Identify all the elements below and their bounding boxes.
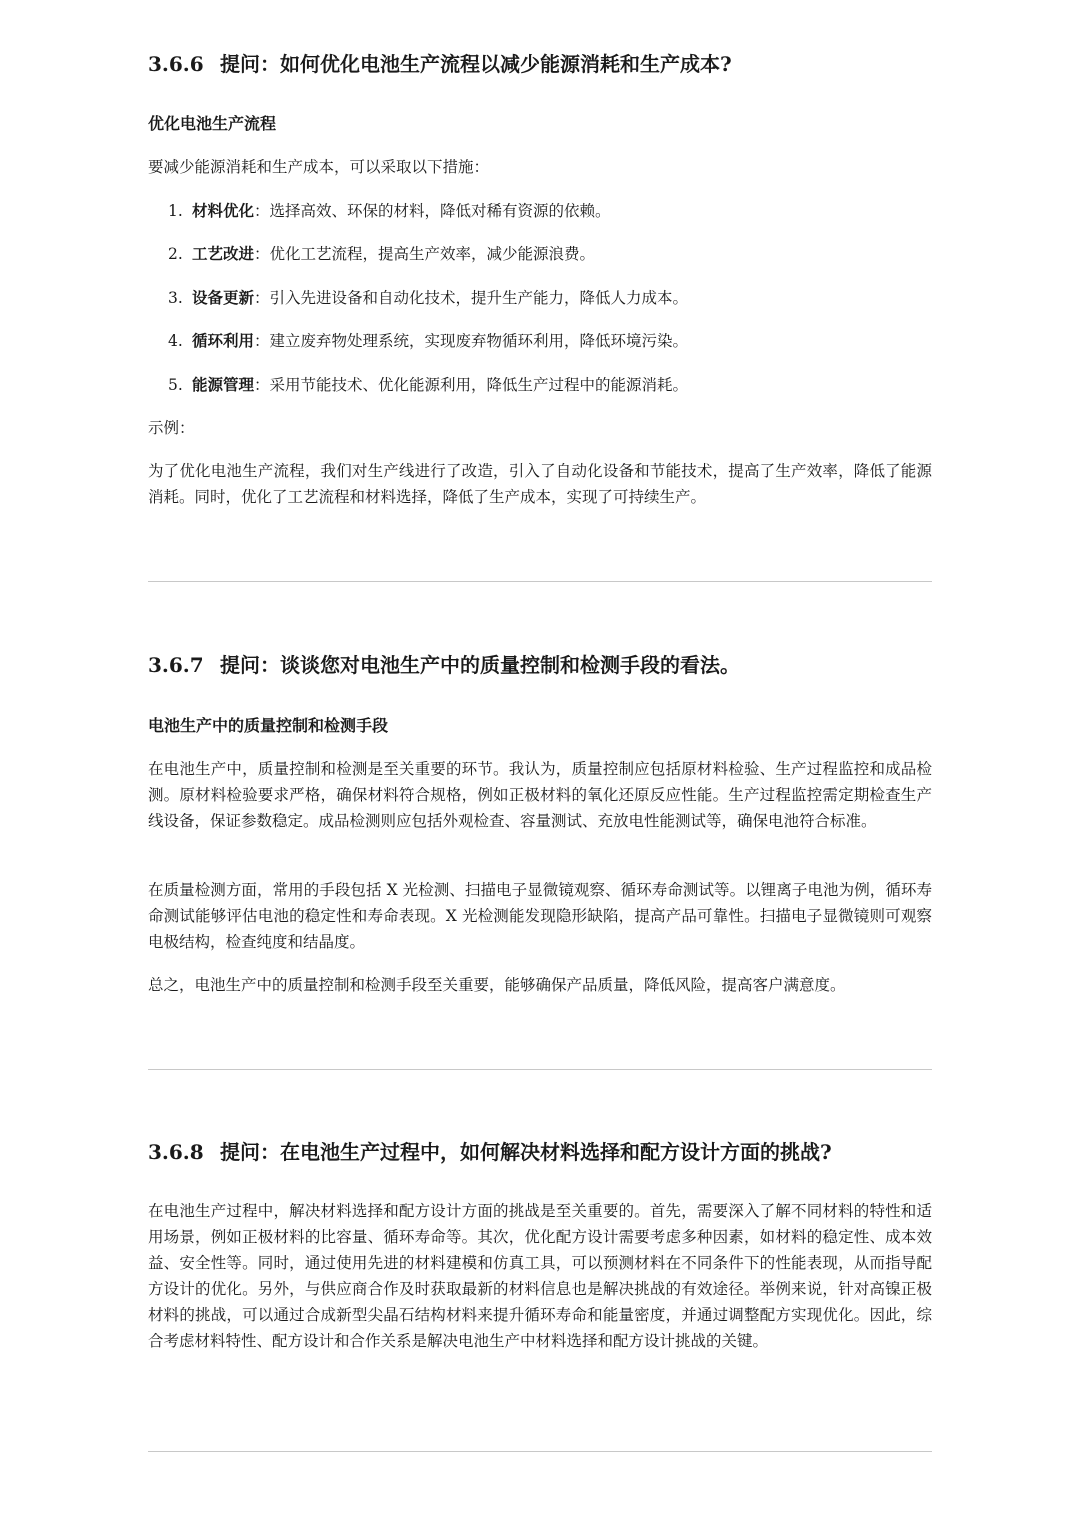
section-title: 提问：在电池生产过程中，如何解决材料选择和配方设计方面的挑战? bbox=[220, 1140, 832, 1164]
list-term: 能源管理 bbox=[192, 375, 255, 394]
paragraph: 总之，电池生产中的质量控制和检测手段至关重要，能够确保产品质量，降低风险，提高客户满意度。 bbox=[148, 976, 846, 994]
list-number: 1. bbox=[168, 202, 183, 220]
paragraph: 在电池生产过程中，解决材料选择和配方设计方面的挑战是至关重要的。首先，需要深入了解不同材料的特性和适用场景，例如正极材料的比容量、循环寿命等。其次，优化配方设计需要考虑多种因素，如材料的稳定性、成本效益、安全性等。同时，通过使用先进的材料建模和仿真工具，可以预测材料在不同条件下的性能表现，从而指导配方设计的优化。另外，与供应商合作及时获取最新的材料信息也是解决挑战的有效途径。举例来说，针对高镍正极材料的挑战，可以通过合成新型尖晶石结构材料来提升循环寿命和能量密度，并通过调整配方实现优化。因此，综合考虑材料特性、配方设计和合作关系是解决电池生产中材料选择和配方设计挑战的关键。 bbox=[148, 1202, 932, 1350]
subsection-title: 电池生产中的质量控制和检测手段 bbox=[148, 716, 389, 735]
list-term: 设备更新 bbox=[192, 288, 255, 307]
example-text: 为了优化电池生产流程，我们对生产线进行了改造，引入了自动化设备和节能技术，提高了生产效率，降低了能源消耗。同时，优化了工艺流程和材料选择，降低了生产成本，实现了可持续生产。 bbox=[148, 462, 932, 506]
list-number: 5. bbox=[168, 376, 183, 394]
paragraph: 在电池生产中，质量控制和检测是至关重要的环节。我认为，质量控制应包括原材料检验、生产过程监控和成品检测。原材料检验要求严格，确保材料符合规格，例如正极材料的氧化还原反应性能。生产过程监控需定期检查生产线设备，保证参数稳定。成品检测则应包括外观检查、容量测试、充放电性能测试等，确保电池符合标准。 bbox=[148, 760, 932, 830]
list-text: ：引入先进设备和自动化技术，提升生产能力，降低人力成本。 bbox=[254, 289, 689, 307]
list-text: ：采用节能技术、优化能源利用，降低生产过程中的能源消耗。 bbox=[254, 376, 689, 394]
example-label: 示例： bbox=[148, 419, 195, 437]
section-divider bbox=[148, 1451, 932, 1452]
list-number: 4. bbox=[168, 332, 183, 350]
list-item bbox=[168, 328, 688, 354]
section-heading bbox=[148, 651, 740, 679]
section-divider bbox=[148, 581, 932, 582]
list-text: ：建立废弃物处理系统，实现废弃物循环利用，降低环境污染。 bbox=[254, 332, 689, 350]
section-divider bbox=[148, 1069, 932, 1070]
section-title: 提问：谈谈您对电池生产中的质量控制和检测手段的看法。 bbox=[220, 653, 740, 677]
intro-text: 要减少能源消耗和生产成本，可以采取以下措施： bbox=[148, 158, 490, 176]
list-text: ：优化工艺流程，提高生产效率，减少能源浪费。 bbox=[254, 245, 596, 263]
list-number: 3. bbox=[168, 289, 183, 307]
list-item bbox=[168, 372, 688, 398]
list-term: 工艺改进 bbox=[192, 244, 255, 263]
list-term: 材料优化 bbox=[192, 201, 255, 220]
section-heading bbox=[148, 50, 732, 78]
list-term: 循环利用 bbox=[192, 331, 255, 350]
section-number: 3.6.7 bbox=[148, 653, 204, 677]
list-text: ：选择高效、环保的材料，降低对稀有资源的依赖。 bbox=[254, 202, 611, 220]
subsection-title: 优化电池生产流程 bbox=[148, 114, 277, 133]
section-heading bbox=[148, 1138, 832, 1166]
section-number: 3.6.6 bbox=[148, 52, 204, 76]
list-item bbox=[168, 285, 688, 311]
list-item bbox=[168, 198, 611, 224]
section-title: 提问：如何优化电池生产流程以减少能源消耗和生产成本? bbox=[220, 52, 732, 76]
section-number: 3.6.8 bbox=[148, 1140, 204, 1164]
list-item bbox=[168, 241, 595, 267]
list-number: 2. bbox=[168, 245, 183, 263]
paragraph: 在质量检测方面，常用的手段包括 X 光检测、扫描电子显微镜观察、循环寿命测试等。以锂离子电池为例，循环寿命测试能够评估电池的稳定性和寿命表现。X 光检测能发现隐形缺陷，提高产品可靠性。扫描电子显微镜则可观察电极结构，检查纯度和结晶度。 bbox=[148, 881, 932, 951]
